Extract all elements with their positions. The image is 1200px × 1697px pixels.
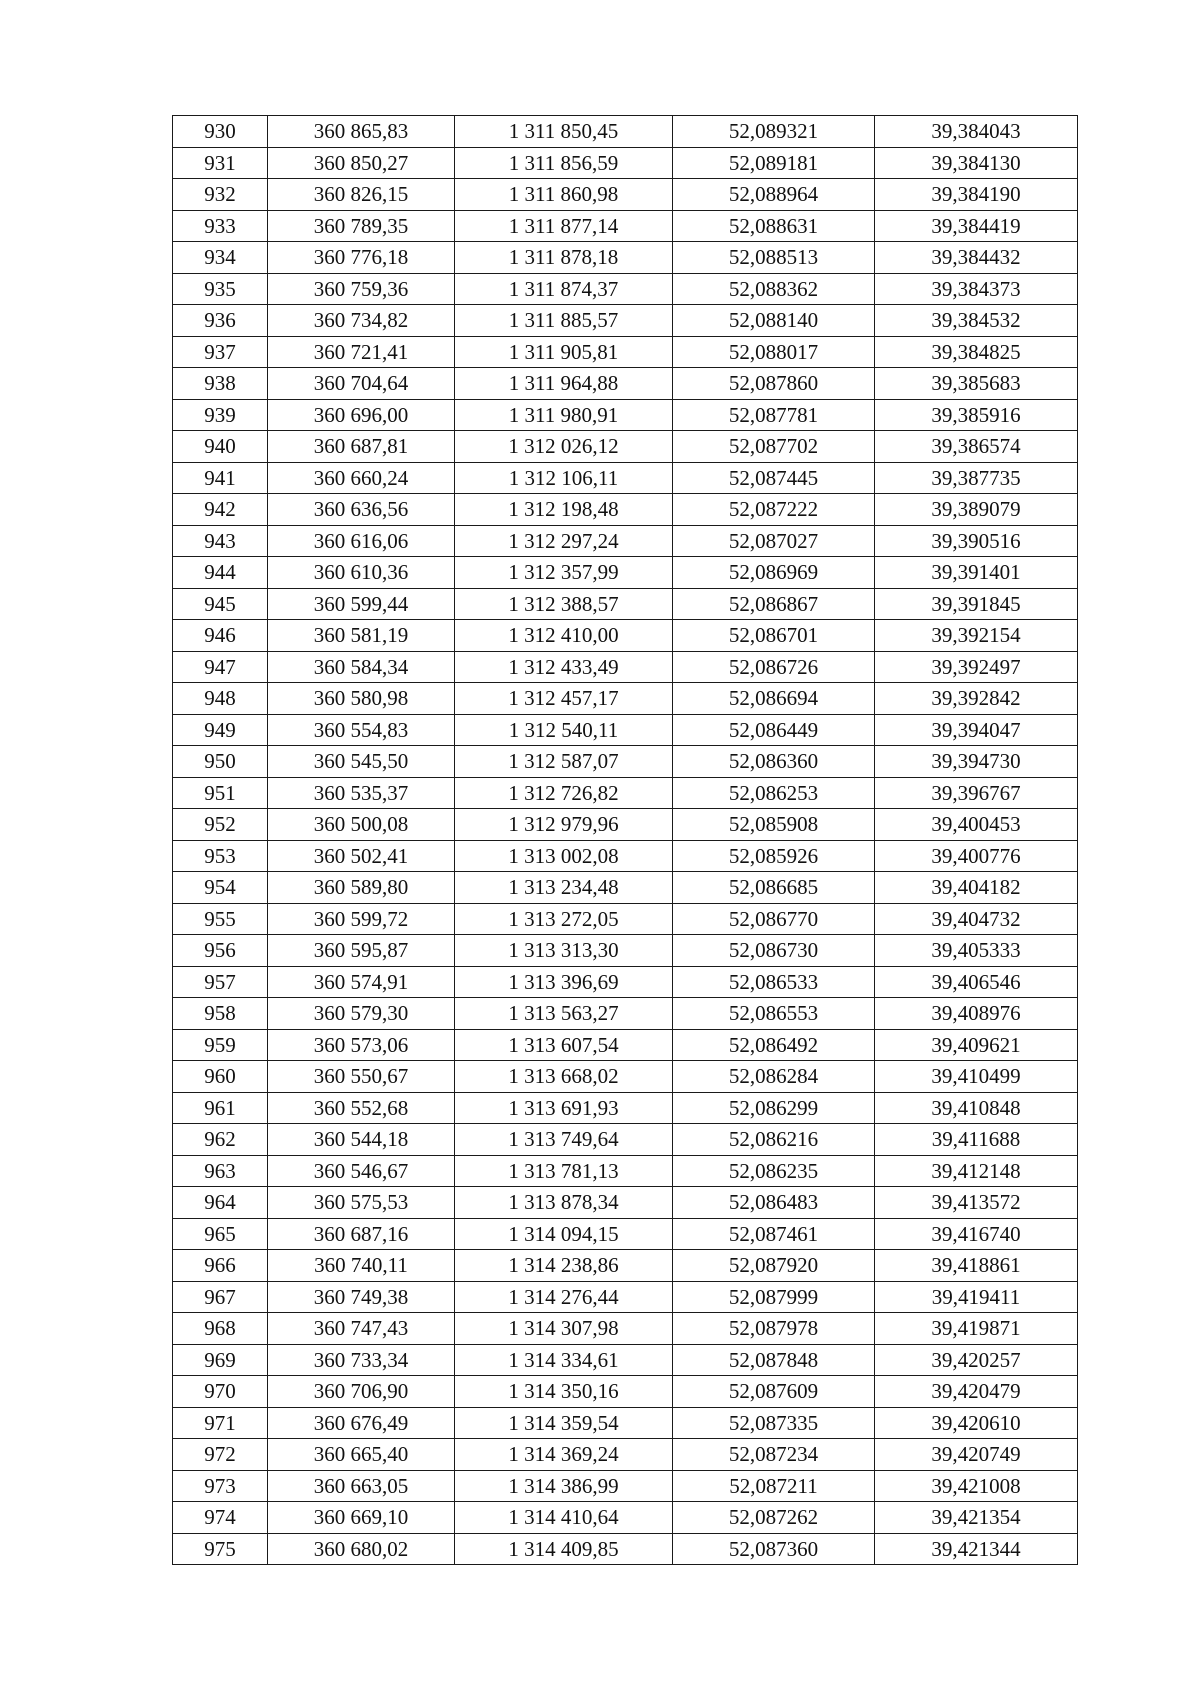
latitude-cell: 52,088631 [673,210,875,242]
table-row [173,777,1078,809]
x-coordinate-cell: 360 599,44 [268,588,455,620]
table-row [173,273,1078,305]
longitude-cell: 39,406546 [875,966,1078,998]
x-coordinate-cell: 360 789,35 [268,210,455,242]
table-row [173,840,1078,872]
longitude-cell: 39,405333 [875,935,1078,967]
latitude-cell: 52,089321 [673,116,875,148]
point-number-cell: 935 [173,273,268,305]
coordinates-table [172,115,1078,1565]
latitude-cell: 52,087848 [673,1344,875,1376]
latitude-cell: 52,086701 [673,620,875,652]
longitude-cell: 39,409621 [875,1029,1078,1061]
latitude-cell: 52,087978 [673,1313,875,1345]
latitude-cell: 52,086685 [673,872,875,904]
point-number-cell: 950 [173,746,268,778]
point-number-cell: 973 [173,1470,268,1502]
latitude-cell: 52,087461 [673,1218,875,1250]
y-coordinate-cell: 1 313 691,93 [455,1092,673,1124]
y-coordinate-cell: 1 311 850,45 [455,116,673,148]
x-coordinate-cell: 360 687,81 [268,431,455,463]
point-number-cell: 958 [173,998,268,1030]
y-coordinate-cell: 1 311 980,91 [455,399,673,431]
x-coordinate-cell: 360 579,30 [268,998,455,1030]
y-coordinate-cell: 1 313 234,48 [455,872,673,904]
longitude-cell: 39,421008 [875,1470,1078,1502]
longitude-cell: 39,392154 [875,620,1078,652]
longitude-cell: 39,389079 [875,494,1078,526]
x-coordinate-cell: 360 687,16 [268,1218,455,1250]
y-coordinate-cell: 1 312 026,12 [455,431,673,463]
y-coordinate-cell: 1 312 457,17 [455,683,673,715]
point-number-cell: 930 [173,116,268,148]
point-number-cell: 951 [173,777,268,809]
point-number-cell: 943 [173,525,268,557]
table-row [173,1281,1078,1313]
longitude-cell: 39,412148 [875,1155,1078,1187]
x-coordinate-cell: 360 669,10 [268,1502,455,1534]
table-row [173,872,1078,904]
point-number-cell: 956 [173,935,268,967]
y-coordinate-cell: 1 311 856,59 [455,147,673,179]
x-coordinate-cell: 360 502,41 [268,840,455,872]
y-coordinate-cell: 1 313 781,13 [455,1155,673,1187]
longitude-cell: 39,413572 [875,1187,1078,1219]
point-number-cell: 933 [173,210,268,242]
x-coordinate-cell: 360 545,50 [268,746,455,778]
y-coordinate-cell: 1 314 409,85 [455,1533,673,1565]
longitude-cell: 39,420749 [875,1439,1078,1471]
table-row [173,1533,1078,1565]
y-coordinate-cell: 1 312 297,24 [455,525,673,557]
x-coordinate-cell: 360 580,98 [268,683,455,715]
latitude-cell: 52,087999 [673,1281,875,1313]
longitude-cell: 39,394730 [875,746,1078,778]
point-number-cell: 960 [173,1061,268,1093]
point-number-cell: 961 [173,1092,268,1124]
table-row [173,1502,1078,1534]
y-coordinate-cell: 1 314 094,15 [455,1218,673,1250]
point-number-cell: 968 [173,1313,268,1345]
table-row [173,1376,1078,1408]
latitude-cell: 52,087445 [673,462,875,494]
table-row [173,210,1078,242]
y-coordinate-cell: 1 312 388,57 [455,588,673,620]
longitude-cell: 39,396767 [875,777,1078,809]
table-row [173,588,1078,620]
table-row [173,1344,1078,1376]
point-number-cell: 932 [173,179,268,211]
point-number-cell: 947 [173,651,268,683]
latitude-cell: 52,087781 [673,399,875,431]
point-number-cell: 957 [173,966,268,998]
x-coordinate-cell: 360 826,15 [268,179,455,211]
y-coordinate-cell: 1 312 540,11 [455,714,673,746]
longitude-cell: 39,384130 [875,147,1078,179]
table-row [173,399,1078,431]
longitude-cell: 39,410848 [875,1092,1078,1124]
latitude-cell: 52,085926 [673,840,875,872]
latitude-cell: 52,086299 [673,1092,875,1124]
point-number-cell: 937 [173,336,268,368]
table-row [173,1092,1078,1124]
point-number-cell: 967 [173,1281,268,1313]
y-coordinate-cell: 1 314 369,24 [455,1439,673,1471]
point-number-cell: 938 [173,368,268,400]
table-row [173,368,1078,400]
y-coordinate-cell: 1 313 396,69 [455,966,673,998]
point-number-cell: 934 [173,242,268,274]
longitude-cell: 39,400776 [875,840,1078,872]
table-row [173,462,1078,494]
x-coordinate-cell: 360 616,06 [268,525,455,557]
latitude-cell: 52,087211 [673,1470,875,1502]
table-row [173,809,1078,841]
latitude-cell: 52,086770 [673,903,875,935]
latitude-cell: 52,086216 [673,1124,875,1156]
longitude-cell: 39,394047 [875,714,1078,746]
x-coordinate-cell: 360 584,34 [268,651,455,683]
x-coordinate-cell: 360 665,40 [268,1439,455,1471]
latitude-cell: 52,086253 [673,777,875,809]
x-coordinate-cell: 360 676,49 [268,1407,455,1439]
y-coordinate-cell: 1 311 905,81 [455,336,673,368]
table-row [173,557,1078,589]
longitude-cell: 39,390516 [875,525,1078,557]
longitude-cell: 39,419411 [875,1281,1078,1313]
x-coordinate-cell: 360 550,67 [268,1061,455,1093]
longitude-cell: 39,386574 [875,431,1078,463]
x-coordinate-cell: 360 595,87 [268,935,455,967]
table-row [173,1187,1078,1219]
table-row [173,179,1078,211]
longitude-cell: 39,391845 [875,588,1078,620]
point-number-cell: 954 [173,872,268,904]
point-number-cell: 931 [173,147,268,179]
x-coordinate-cell: 360 734,82 [268,305,455,337]
y-coordinate-cell: 1 314 307,98 [455,1313,673,1345]
y-coordinate-cell: 1 314 410,64 [455,1502,673,1534]
latitude-cell: 52,088140 [673,305,875,337]
point-number-cell: 966 [173,1250,268,1282]
table-row [173,1218,1078,1250]
table-row [173,683,1078,715]
longitude-cell: 39,391401 [875,557,1078,589]
table-row [173,525,1078,557]
table-row [173,1250,1078,1282]
point-number-cell: 975 [173,1533,268,1565]
latitude-cell: 52,086483 [673,1187,875,1219]
point-number-cell: 969 [173,1344,268,1376]
x-coordinate-cell: 360 696,00 [268,399,455,431]
x-coordinate-cell: 360 552,68 [268,1092,455,1124]
latitude-cell: 52,087027 [673,525,875,557]
x-coordinate-cell: 360 850,27 [268,147,455,179]
y-coordinate-cell: 1 312 726,82 [455,777,673,809]
latitude-cell: 52,089181 [673,147,875,179]
table-row [173,1155,1078,1187]
table-row [173,305,1078,337]
y-coordinate-cell: 1 313 668,02 [455,1061,673,1093]
x-coordinate-cell: 360 680,02 [268,1533,455,1565]
table-row [173,1029,1078,1061]
point-number-cell: 953 [173,840,268,872]
point-number-cell: 963 [173,1155,268,1187]
point-number-cell: 942 [173,494,268,526]
x-coordinate-cell: 360 636,56 [268,494,455,526]
point-number-cell: 972 [173,1439,268,1471]
point-number-cell: 971 [173,1407,268,1439]
latitude-cell: 52,086730 [673,935,875,967]
longitude-cell: 39,384419 [875,210,1078,242]
latitude-cell: 52,086235 [673,1155,875,1187]
table-row [173,1313,1078,1345]
x-coordinate-cell: 360 865,83 [268,116,455,148]
longitude-cell: 39,410499 [875,1061,1078,1093]
point-number-cell: 959 [173,1029,268,1061]
point-number-cell: 936 [173,305,268,337]
longitude-cell: 39,420479 [875,1376,1078,1408]
y-coordinate-cell: 1 312 410,00 [455,620,673,652]
x-coordinate-cell: 360 704,64 [268,368,455,400]
y-coordinate-cell: 1 312 587,07 [455,746,673,778]
x-coordinate-cell: 360 740,11 [268,1250,455,1282]
longitude-cell: 39,392842 [875,683,1078,715]
x-coordinate-cell: 360 575,53 [268,1187,455,1219]
longitude-cell: 39,400453 [875,809,1078,841]
latitude-cell: 52,086694 [673,683,875,715]
longitude-cell: 39,384532 [875,305,1078,337]
longitude-cell: 39,420610 [875,1407,1078,1439]
x-coordinate-cell: 360 749,38 [268,1281,455,1313]
latitude-cell: 52,087360 [673,1533,875,1565]
table-row [173,935,1078,967]
point-number-cell: 964 [173,1187,268,1219]
latitude-cell: 52,087860 [673,368,875,400]
y-coordinate-cell: 1 314 276,44 [455,1281,673,1313]
x-coordinate-cell: 360 733,34 [268,1344,455,1376]
table-row [173,1470,1078,1502]
x-coordinate-cell: 360 660,24 [268,462,455,494]
longitude-cell: 39,416740 [875,1218,1078,1250]
point-number-cell: 955 [173,903,268,935]
y-coordinate-cell: 1 311 860,98 [455,179,673,211]
longitude-cell: 39,421354 [875,1502,1078,1534]
longitude-cell: 39,419871 [875,1313,1078,1345]
y-coordinate-cell: 1 311 878,18 [455,242,673,274]
x-coordinate-cell: 360 535,37 [268,777,455,809]
point-number-cell: 945 [173,588,268,620]
table-row [173,116,1078,148]
table-row [173,1061,1078,1093]
point-number-cell: 974 [173,1502,268,1534]
longitude-cell: 39,385683 [875,368,1078,400]
latitude-cell: 52,086867 [673,588,875,620]
table-row [173,336,1078,368]
x-coordinate-cell: 360 759,36 [268,273,455,305]
x-coordinate-cell: 360 721,41 [268,336,455,368]
y-coordinate-cell: 1 312 979,96 [455,809,673,841]
y-coordinate-cell: 1 313 607,54 [455,1029,673,1061]
point-number-cell: 940 [173,431,268,463]
y-coordinate-cell: 1 312 433,49 [455,651,673,683]
x-coordinate-cell: 360 747,43 [268,1313,455,1345]
latitude-cell: 52,088362 [673,273,875,305]
latitude-cell: 52,087222 [673,494,875,526]
table-row [173,620,1078,652]
y-coordinate-cell: 1 313 002,08 [455,840,673,872]
x-coordinate-cell: 360 599,72 [268,903,455,935]
x-coordinate-cell: 360 663,05 [268,1470,455,1502]
longitude-cell: 39,404182 [875,872,1078,904]
x-coordinate-cell: 360 581,19 [268,620,455,652]
table-row [173,431,1078,463]
longitude-cell: 39,384432 [875,242,1078,274]
latitude-cell: 52,086533 [673,966,875,998]
latitude-cell: 52,086553 [673,998,875,1030]
table-row [173,494,1078,526]
y-coordinate-cell: 1 314 350,16 [455,1376,673,1408]
point-number-cell: 949 [173,714,268,746]
x-coordinate-cell: 360 546,67 [268,1155,455,1187]
longitude-cell: 39,420257 [875,1344,1078,1376]
x-coordinate-cell: 360 706,90 [268,1376,455,1408]
table-row [173,1124,1078,1156]
latitude-cell: 52,086284 [673,1061,875,1093]
latitude-cell: 52,088513 [673,242,875,274]
y-coordinate-cell: 1 312 357,99 [455,557,673,589]
longitude-cell: 39,418861 [875,1250,1078,1282]
y-coordinate-cell: 1 313 878,34 [455,1187,673,1219]
latitude-cell: 52,086449 [673,714,875,746]
y-coordinate-cell: 1 314 334,61 [455,1344,673,1376]
y-coordinate-cell: 1 314 386,99 [455,1470,673,1502]
y-coordinate-cell: 1 313 272,05 [455,903,673,935]
table-row [173,903,1078,935]
y-coordinate-cell: 1 314 238,86 [455,1250,673,1282]
table-row [173,746,1078,778]
longitude-cell: 39,421344 [875,1533,1078,1565]
x-coordinate-cell: 360 500,08 [268,809,455,841]
x-coordinate-cell: 360 554,83 [268,714,455,746]
point-number-cell: 952 [173,809,268,841]
x-coordinate-cell: 360 574,91 [268,966,455,998]
y-coordinate-cell: 1 314 359,54 [455,1407,673,1439]
table-row [173,1407,1078,1439]
table-row [173,242,1078,274]
latitude-cell: 52,088017 [673,336,875,368]
table-row [173,966,1078,998]
table-row [173,998,1078,1030]
longitude-cell: 39,408976 [875,998,1078,1030]
latitude-cell: 52,087609 [673,1376,875,1408]
x-coordinate-cell: 360 776,18 [268,242,455,274]
latitude-cell: 52,087702 [673,431,875,463]
y-coordinate-cell: 1 313 313,30 [455,935,673,967]
longitude-cell: 39,392497 [875,651,1078,683]
longitude-cell: 39,385916 [875,399,1078,431]
point-number-cell: 941 [173,462,268,494]
point-number-cell: 946 [173,620,268,652]
y-coordinate-cell: 1 311 885,57 [455,305,673,337]
latitude-cell: 52,087920 [673,1250,875,1282]
y-coordinate-cell: 1 312 198,48 [455,494,673,526]
y-coordinate-cell: 1 313 749,64 [455,1124,673,1156]
latitude-cell: 52,086492 [673,1029,875,1061]
table-row [173,147,1078,179]
point-number-cell: 944 [173,557,268,589]
y-coordinate-cell: 1 311 877,14 [455,210,673,242]
longitude-cell: 39,411688 [875,1124,1078,1156]
point-number-cell: 939 [173,399,268,431]
point-number-cell: 948 [173,683,268,715]
latitude-cell: 52,086726 [673,651,875,683]
x-coordinate-cell: 360 610,36 [268,557,455,589]
latitude-cell: 52,087234 [673,1439,875,1471]
latitude-cell: 52,085908 [673,809,875,841]
longitude-cell: 39,404732 [875,903,1078,935]
y-coordinate-cell: 1 311 964,88 [455,368,673,400]
table-row [173,714,1078,746]
table-row [173,651,1078,683]
latitude-cell: 52,087262 [673,1502,875,1534]
longitude-cell: 39,384825 [875,336,1078,368]
x-coordinate-cell: 360 573,06 [268,1029,455,1061]
y-coordinate-cell: 1 311 874,37 [455,273,673,305]
longitude-cell: 39,384043 [875,116,1078,148]
latitude-cell: 52,086969 [673,557,875,589]
coordinates-table-body [173,116,1078,1565]
latitude-cell: 52,088964 [673,179,875,211]
longitude-cell: 39,387735 [875,462,1078,494]
longitude-cell: 39,384190 [875,179,1078,211]
point-number-cell: 965 [173,1218,268,1250]
y-coordinate-cell: 1 313 563,27 [455,998,673,1030]
latitude-cell: 52,087335 [673,1407,875,1439]
point-number-cell: 962 [173,1124,268,1156]
x-coordinate-cell: 360 589,80 [268,872,455,904]
latitude-cell: 52,086360 [673,746,875,778]
point-number-cell: 970 [173,1376,268,1408]
table-row [173,1439,1078,1471]
y-coordinate-cell: 1 312 106,11 [455,462,673,494]
longitude-cell: 39,384373 [875,273,1078,305]
x-coordinate-cell: 360 544,18 [268,1124,455,1156]
